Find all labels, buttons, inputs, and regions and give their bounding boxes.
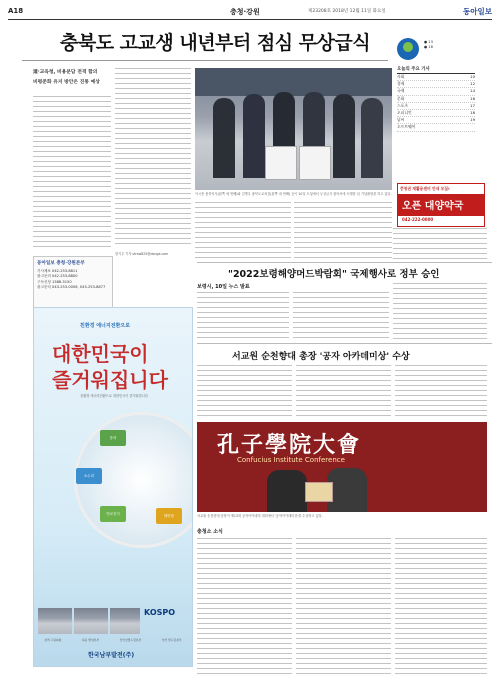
- header-rule: [8, 19, 492, 20]
- photo-background-banner: [195, 68, 392, 96]
- ad-slogan-line-1: 대한민국이: [52, 342, 149, 366]
- energy-cabin-solar: 태양광: [156, 508, 182, 524]
- award-plaque: [305, 482, 333, 502]
- sidebar-text: [393, 228, 487, 260]
- classified-ad-company: 오픈 대양약국: [402, 201, 464, 212]
- newspaper-logo: 동아일보: [463, 7, 492, 16]
- logo-leaf-icon: [403, 42, 413, 52]
- infobox-row: 구독신청 1588-5150: [37, 279, 72, 284]
- person-6: [361, 98, 383, 178]
- person-2: [243, 94, 265, 178]
- ad-photo: [74, 608, 108, 634]
- subheadline-1: 道·교육청, 비용분담 전격 합의: [33, 70, 98, 75]
- ad-photo-strip: [34, 608, 192, 638]
- headline-rule: [22, 60, 388, 61]
- toc-item[interactable]: 날씨 19: [397, 117, 475, 124]
- brief-column-1: [197, 538, 292, 678]
- article-column-1: [33, 96, 111, 251]
- brief-heading: 충청소 소식: [197, 529, 223, 535]
- page-header: [8, 6, 492, 18]
- confucius-banner-en: Confucius Institute Conference: [237, 456, 345, 464]
- subheadline-2: 비평준화 유지 방안은 진통 예상: [33, 80, 100, 85]
- sidebar-logo-icon: [397, 38, 419, 60]
- article-column-4: [294, 202, 392, 260]
- page-number: A18: [8, 7, 24, 15]
- boryeong-column-3: [393, 283, 487, 340]
- ad-photo: [38, 608, 72, 634]
- ad-photo: [110, 608, 140, 634]
- confucius-photo: [197, 422, 487, 512]
- boryeong-column-1: [197, 292, 289, 340]
- infobox-row: 광고문의 043-253-0006, 043-253-8877: [37, 285, 106, 290]
- classified-ad[interactable]: [397, 183, 485, 227]
- classified-ad-headline: 충청권 재활용센터 안내 모집!: [400, 186, 450, 191]
- confucius-caption: 서교원 순천향대 총장이 제13회 공자아카데미 대회에서 '공자아카데미상'을 수상하고 있다.: [197, 514, 323, 518]
- confucius-banner: 孔子學院大會: [217, 432, 362, 458]
- brief-column-2: [296, 538, 391, 678]
- classified-ad-banner: [398, 194, 484, 216]
- agreement-document: [299, 146, 331, 180]
- article-photo: [195, 68, 392, 190]
- ad-top-line: 친환경 에너지전환으로: [80, 323, 131, 329]
- energy-cabin-wind: 풍력: [100, 430, 126, 446]
- agreement-document: [265, 146, 297, 180]
- toc-item[interactable]: 경제 12: [397, 81, 475, 88]
- ad-photo-captions: 삼척 그린파워 하동 발전본부 신인천빛드림본부 부산 빛드림본부: [44, 638, 182, 642]
- stat-b: ● 18: [424, 45, 433, 49]
- kospo-advertisement[interactable]: [33, 307, 193, 667]
- person-1: [213, 98, 235, 178]
- stat-a: ● 13: [424, 40, 433, 44]
- contact-infobox: [33, 256, 113, 310]
- article-column-3: [195, 202, 291, 260]
- photo-caption: 이시종 충북지사(왼쪽 세 번째)와 김병우 충북도교육감(왼쪽 네 번째) 등이 10일 도청에서 무상급식 합의서에 서명한 뒤 기념촬영을 하고 있다.: [195, 192, 392, 196]
- infobox-row: 기사제보 042-253-8811: [37, 269, 78, 273]
- article-column-2: [115, 68, 191, 248]
- toc-item[interactable]: 문화 16: [397, 96, 475, 103]
- boryeong-headline: "2022보령해양머드박람회" 국제행사로 정부 승인: [228, 269, 440, 280]
- person-awardee: [267, 470, 307, 512]
- confucius-column-1: [197, 365, 292, 420]
- toc-item[interactable]: 소프트웨어: [397, 124, 475, 131]
- sidebar-stats: [424, 40, 433, 50]
- ad-brand: KOSPO: [144, 608, 176, 617]
- energy-cabin-fuelcell: 연료전지: [100, 506, 126, 522]
- toc-title: 오늘의 주요 기사: [397, 66, 475, 74]
- brief-column-3: [395, 538, 487, 678]
- ad-company: 한국남부발전(주): [88, 652, 135, 659]
- ad-tagline: 친환경 에너지전환으로 대한민국이 즐거워집니다: [80, 394, 148, 398]
- infobox-title: 동아일보 충청·강원본부: [37, 261, 85, 266]
- person-5: [333, 94, 355, 178]
- confucius-column-3: [395, 365, 487, 420]
- energy-cabin-hydro: 소수력: [76, 468, 102, 484]
- table-of-contents: [397, 66, 475, 132]
- confucius-column-2: [296, 365, 391, 420]
- main-headline: 충북도 고교생 내년부터 점심 무상급식: [60, 32, 371, 54]
- boryeong-lead: 보령시, 10일 누스 발표: [197, 284, 250, 290]
- toc-item[interactable]: 스포츠 17: [397, 103, 475, 110]
- person-presenter: [327, 468, 367, 512]
- toc-item[interactable]: 국제 14: [397, 88, 475, 95]
- classified-ad-phone: 042-222-0000: [402, 217, 434, 222]
- section-divider: [197, 262, 492, 263]
- infobox-row: 광고문의 042-253-8800: [37, 274, 78, 279]
- toc-item[interactable]: 사회 10: [397, 74, 475, 81]
- ad-slogan-line-2: 즐거워집니다: [52, 368, 168, 392]
- boryeong-column-2: [293, 292, 389, 340]
- article-byline: 장기우 기자 straw825@donga.com: [115, 252, 169, 256]
- confucius-headline: 서교원 순천향대 총장 '공자 아카데미상' 수상: [232, 352, 410, 362]
- toc-item[interactable]: 오피니언 18: [397, 110, 475, 117]
- issue-date: 제23208호 2018년 12월 11일 화요일: [308, 9, 386, 14]
- section-divider: [197, 343, 492, 344]
- section-name: 충청·강원: [230, 8, 260, 16]
